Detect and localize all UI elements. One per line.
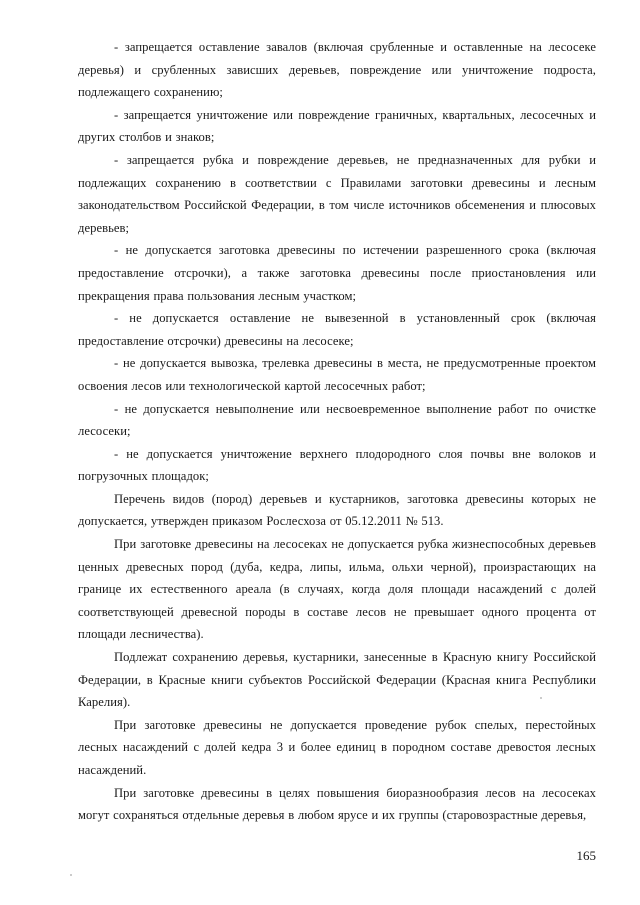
- paragraph-prohibition-topsoil: - не допускается уничтожение верхнего плодородного слоя почвы вне волоков и погрузочных площадок;: [78, 446, 596, 484]
- paragraph-species-list: Перечень видов (пород) деревьев и кустарников, заготовка древесины которых не допускается, утвержден приказом Рослесхоза от 05.12.2011 № 513.: [78, 491, 596, 529]
- document-body: [78, 36, 596, 827]
- paragraph-red-book: Подлежат сохранению деревья, кустарники, занесенные в Красную книгу Российской Федерации, в Красные книги субъектов Российской Федерации (Красная книга Республики Карелия).: [78, 650, 596, 710]
- paragraph-prohibition-felling: - запрещается рубка и повреждение деревьев, не предназначенных для рубки и подлежащих сохранению в соответствии с Правилами заготовки древесины и лесным законодательством Российской Федерации, в том числе источников обсеменения и плюсовых деревьев;: [78, 152, 596, 235]
- paragraph-prohibition-posts: - запрещается уничтожение или повреждение граничных, квартальных, лесосечных и других столбов и знаков;: [78, 107, 596, 145]
- paragraph-prohibition-expired-term: - не допускается заготовка древесины по истечении разрешенного срока (включая предоставление отсрочки), а также заготовка древесины после приостановления или прекращения права пользования лесным участком;: [78, 243, 596, 303]
- paragraph-prohibition-debris: - запрещается оставление завалов (включая срубленные и оставленные на лесосеке деревья) и срубленных зависших деревьев, повреждение или уничтожение подроста, подлежащего сохранению;: [78, 40, 596, 100]
- scan-artifact-dot: [540, 697, 542, 699]
- paragraph-cedar-stands: При заготовке древесины не допускается проведение рубок спелых, перестойных лесных насаждений с долей кедра 3 и более единиц в породном составе древостоя лесных насаждений.: [78, 717, 596, 777]
- page-number: 165: [576, 848, 596, 863]
- paragraph-valuable-species: При заготовке древесины на лесосеках не допускается рубка жизнеспособных деревьев ценных древесных пород (дуба, кедра, липы, ильма, ольхи черной), произрастающих на границе их естественного ареала (в случаях, когда доля площади насаждений с долей соответствующей древесной породы в составе лесов не превышает одного процента от площади лесничества).: [78, 537, 596, 642]
- paragraph-biodiversity: При заготовке древесины в целях повышения биоразнообразия лесов на лесосеках могут сохраняться отдельные деревья в любом ярусе и их группы (старовозрастные деревья,: [78, 785, 596, 823]
- scan-artifact-dot: [70, 874, 72, 876]
- paragraph-prohibition-unremoved-wood: - не допускается оставление не вывезенной в установленный срок (включая предоставление отсрочки) древесины на лесосеке;: [78, 311, 596, 348]
- paragraph-prohibition-cleanup: - не допускается невыполнение или несвоевременное выполнение работ по очистке лесосеки;: [78, 401, 596, 439]
- paragraph-prohibition-skidding: - не допускается вывозка, трелевка древесины в места, не предусмотренные проектом освоения лесов или технологической картой лесосечных работ;: [78, 356, 596, 393]
